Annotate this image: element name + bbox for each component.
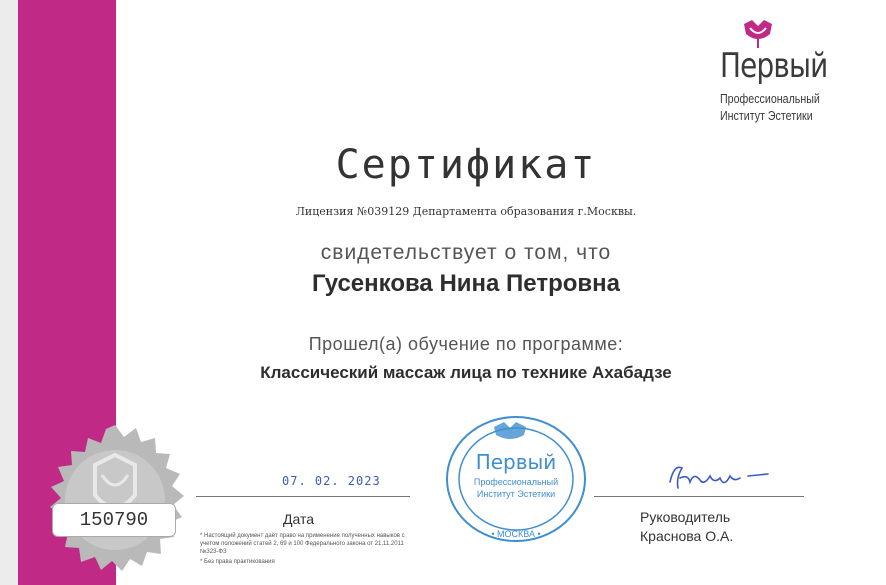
completed-text: Прошел(а) обучение по программе: (308, 334, 624, 354)
program-name: Классический массаж лица по технике Ахабадзе (260, 363, 672, 382)
date-label: Дата (283, 511, 315, 527)
logo-subtitle-1: Профессиональный (720, 91, 820, 106)
signature-line (594, 496, 804, 497)
stamp-line-1: Профессиональный (473, 477, 559, 487)
stamp-name: Первый (475, 450, 557, 474)
footnote-2: * Без права практикования (200, 559, 275, 565)
license-text: Лицензия №039129 Департамента образования г.Москвы. (295, 205, 637, 218)
paper-edge (0, 0, 18, 585)
director-name: Краснова О.А. (640, 528, 734, 544)
logo-name: Первый (720, 46, 828, 86)
stamp-line-2: Институт Эстетики (476, 489, 556, 499)
certificate-title: Сертификат (335, 142, 597, 188)
date-line (196, 496, 410, 497)
date-value: 07. 02. 2023 (282, 474, 381, 488)
testifies-text: свидетельствует о том, что (320, 241, 612, 264)
recipient-name: Гусенкова Нина Петровна (312, 270, 620, 297)
hologram-seal-icon (40, 425, 190, 575)
signature (664, 458, 774, 494)
director-title: Руководитель (640, 509, 731, 525)
institute-logo (720, 18, 840, 138)
logo-subtitle-2: Институт Эстетики (720, 108, 813, 123)
footnote (200, 532, 410, 568)
footnote-1: * Настоящий документ даёт право на применение полученных навыков с учетом положений статей 2, 69 и 100 Федерального закона от 21.11.2011 №323-ФЗ (200, 533, 405, 555)
serial-number: 150790 (52, 503, 176, 537)
stamp-ring-text: • МОСКВА • (491, 529, 541, 539)
official-stamp (444, 413, 588, 545)
